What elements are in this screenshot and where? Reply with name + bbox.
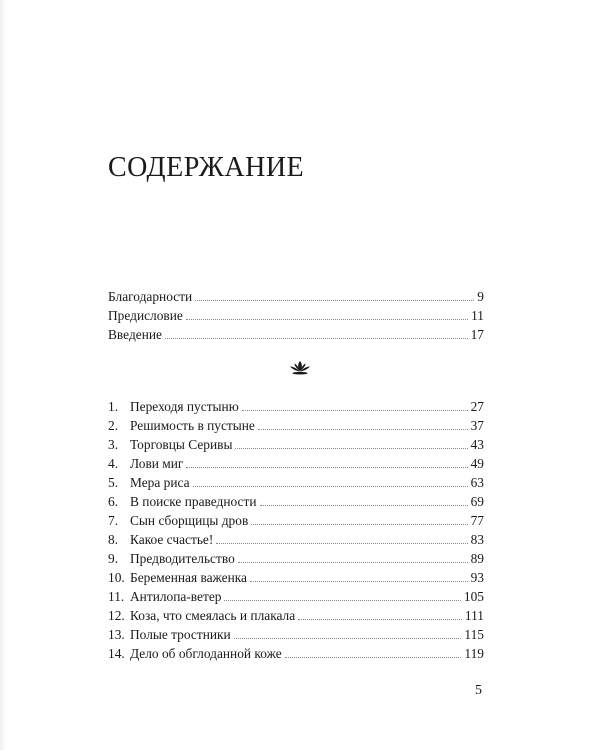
dot-leader: [186, 466, 467, 468]
toc-entry-page: 93: [470, 570, 484, 585]
toc-entry[interactable]: [108, 549, 484, 568]
toc-entry[interactable]: [108, 416, 484, 435]
toc-entry[interactable]: [108, 568, 484, 587]
toc-entry-page: 27: [470, 399, 484, 414]
dot-leader: [235, 447, 467, 449]
toc-entry-label: Торговцы Серивы: [130, 437, 233, 452]
toc-entry-page: 77: [470, 513, 484, 528]
chapter-list: [108, 397, 484, 663]
dot-leader: [238, 561, 468, 563]
toc-entry-page: 49: [470, 456, 484, 471]
toc-entry[interactable]: [108, 606, 484, 625]
toc-entry-label: Предисловие: [108, 308, 183, 323]
chapter-number: 5.: [108, 475, 119, 490]
chapter-number: 13.: [108, 627, 125, 642]
dot-leader: [193, 485, 468, 487]
toc-entry[interactable]: [108, 473, 484, 492]
chapter-number: 1.: [108, 399, 119, 414]
toc-entry-label: Мера риса: [130, 475, 190, 490]
toc-entry[interactable]: [108, 306, 484, 325]
toc-entry-label: Решимость в пустыне: [130, 418, 255, 433]
chapter-number: 3.: [108, 437, 119, 452]
dot-leader: [258, 428, 468, 430]
toc-entry-page: 9: [477, 289, 484, 304]
dot-leader: [285, 656, 462, 658]
dot-leader: [186, 318, 468, 320]
toc-entry-label: Беременная важенка: [130, 570, 247, 585]
toc-entry[interactable]: [108, 435, 484, 454]
dot-leader: [165, 337, 468, 339]
toc-entry-label: Введение: [108, 327, 162, 342]
chapter-number: 4.: [108, 456, 119, 471]
dot-leader: [195, 299, 474, 301]
dot-leader: [298, 618, 462, 620]
toc-entry-label: Переходя пустыню: [130, 399, 239, 414]
dot-leader: [250, 580, 468, 582]
page-edge-shadow: [0, 0, 6, 750]
dot-leader: [224, 599, 460, 601]
dot-leader: [260, 504, 468, 506]
toc-entry-label: В поиске праведности: [130, 494, 257, 509]
toc-entry-label: Антилопа-ветер: [130, 589, 222, 604]
chapter-number: 10.: [108, 570, 125, 585]
chapter-number: 7.: [108, 513, 119, 528]
front-matter-list: [108, 287, 484, 344]
toc-entry-page: 89: [470, 551, 484, 566]
chapter-number: 12.: [108, 608, 125, 623]
toc-entry[interactable]: [108, 530, 484, 549]
toc-entry[interactable]: [108, 644, 484, 663]
toc-entry-page: 37: [470, 418, 484, 433]
toc-entry-page: 105: [463, 589, 484, 604]
toc-entry-label: Полые тростники: [130, 627, 231, 642]
toc-entry-page: 63: [470, 475, 484, 490]
toc-entry[interactable]: [108, 325, 484, 344]
dot-leader: [242, 409, 468, 411]
toc-entry-page: 17: [470, 327, 484, 342]
toc-entry-page: 43: [470, 437, 484, 452]
toc-entry-label: Благодарности: [108, 289, 193, 304]
chapter-number: 8.: [108, 532, 119, 547]
toc-entry[interactable]: [108, 492, 484, 511]
toc-entry[interactable]: [108, 287, 484, 306]
chapter-number: 6.: [108, 494, 119, 509]
toc-entry[interactable]: [108, 454, 484, 473]
toc-entry[interactable]: [108, 511, 484, 530]
chapter-number: 2.: [108, 418, 119, 433]
toc-entry-page: 115: [464, 627, 484, 642]
toc-entry-page: 111: [464, 608, 484, 623]
toc-entry-page: 83: [470, 532, 484, 547]
dot-leader: [234, 637, 462, 639]
lotus-icon: [288, 360, 312, 376]
page-number: 5: [475, 683, 482, 698]
toc-entry-label: Дело об обглоданной коже: [130, 646, 282, 661]
toc-entry[interactable]: [108, 587, 484, 606]
toc-entry-label: Сын сборщицы дров: [130, 513, 249, 528]
dot-leader: [251, 523, 467, 525]
toc-entry[interactable]: [108, 397, 484, 416]
toc-entry-label: Предводительство: [130, 551, 235, 566]
toc-entry-page: 119: [464, 646, 484, 661]
chapter-number: 11.: [108, 589, 125, 604]
toc-entry-page: 11: [471, 308, 484, 323]
chapter-number: 9.: [108, 551, 119, 566]
toc-entry-label: Коза, что смеялась и плакала: [130, 608, 296, 623]
toc-entry-label: Лови миг: [130, 456, 184, 471]
toc-entry-label: Какое счастье!: [130, 532, 214, 547]
dot-leader: [216, 542, 467, 544]
toc-entry[interactable]: [108, 625, 484, 644]
page-title: СОДЕРЖАНИЕ: [108, 152, 305, 183]
toc-entry-page: 69: [470, 494, 484, 509]
chapter-number: 14.: [108, 646, 125, 661]
